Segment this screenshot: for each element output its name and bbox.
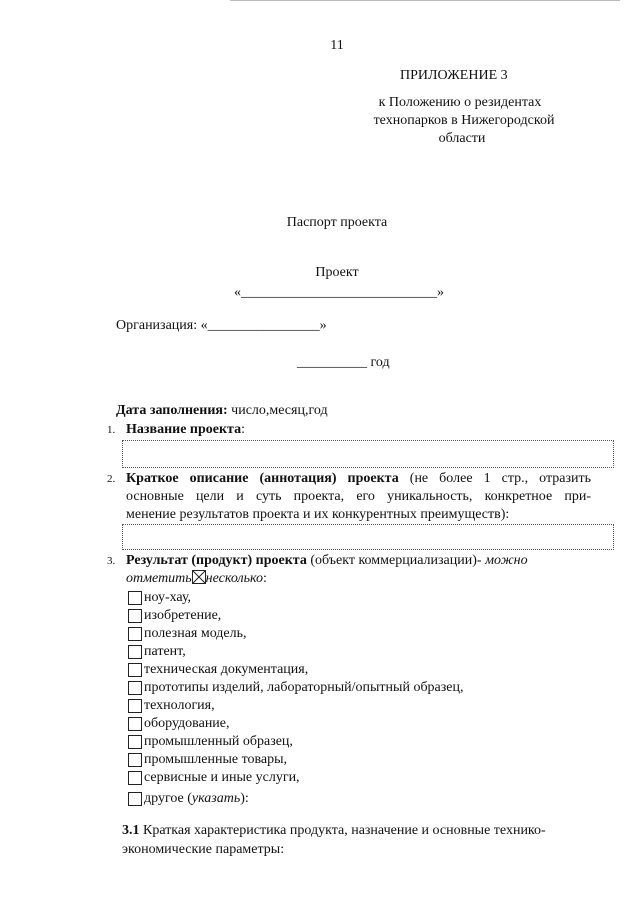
section-2-line3: менение результатов проекта и их конкурентных преимуществ): — [126, 507, 510, 522]
section-2-line2: основные цели и суть проекта, его уникальность, конкретное при- — [126, 489, 591, 504]
other-label: другое ( — [144, 791, 192, 806]
section-3-line2 — [126, 570, 267, 587]
section-2-title: Краткое описание (аннотация) проекта — [126, 471, 399, 486]
section-3-1-line1 — [122, 822, 546, 839]
section-number: 3. — [107, 555, 116, 567]
project-name-input[interactable] — [122, 440, 614, 468]
option-label: изобретение, — [144, 608, 222, 623]
section-3-text: (объект коммерциализации)- — [310, 553, 482, 568]
option-label: полезная модель, — [144, 626, 247, 641]
option-label: ноу-хау, — [144, 590, 192, 605]
fill-date-value: число,месяц,год — [231, 403, 328, 418]
checkbox-icon[interactable] — [128, 645, 142, 659]
checkbox-icon[interactable] — [128, 753, 142, 767]
section-3-1-text: Краткая характеристика продукта, назначение и основные технико- — [143, 823, 546, 838]
checkbox-icon[interactable] — [128, 717, 142, 731]
checkbox-icon[interactable] — [128, 627, 142, 641]
option-label: сервисные и иные услуги, — [144, 770, 300, 785]
checkbox-icon[interactable] — [128, 663, 142, 677]
doc-title: Паспорт проекта — [286, 215, 388, 230]
other-end: ): — [240, 791, 249, 806]
colon: : — [263, 571, 267, 586]
section-2-line1 — [107, 470, 591, 488]
colon: : — [241, 422, 245, 437]
section-3-italic: отметить — [126, 571, 192, 586]
option-label: технология, — [144, 698, 215, 713]
section-3-1-number: 3.1 — [122, 823, 140, 838]
checked-box-icon — [192, 570, 206, 584]
section-3-line1 — [107, 552, 528, 570]
other-italic: указать — [191, 791, 241, 806]
option-label: промышленный образец, — [144, 734, 293, 749]
appendix-title: ПРИЛОЖЕНИЕ 3 — [400, 68, 508, 83]
year-field[interactable]: __________ год — [297, 355, 390, 370]
checkbox-icon[interactable] — [128, 735, 142, 749]
option-label: техническая документация, — [144, 662, 309, 677]
checkbox-icon[interactable] — [128, 792, 142, 806]
section-number: 1. — [107, 424, 116, 436]
section-3-1-line2: экономические параметры: — [122, 842, 285, 857]
section-2-text: (не более 1 стр., отразить — [409, 471, 591, 486]
option-label — [144, 790, 249, 807]
section-3-title: Результат (продукт) проекта — [126, 553, 307, 568]
project-label: Проект — [315, 265, 359, 280]
project-name-field[interactable]: «____________________________» — [234, 285, 444, 300]
option-label: промышленные товары, — [144, 752, 288, 767]
organization-field[interactable]: Организация: «________________» — [116, 318, 327, 333]
checkbox-icon[interactable] — [128, 681, 142, 695]
option-label: патент, — [144, 644, 186, 659]
appendix-line: технопарков в Нижегородской — [373, 113, 555, 128]
checkbox-icon[interactable] — [128, 771, 142, 785]
appendix-line: к Положению о резидентах — [378, 95, 542, 110]
checkbox-icon[interactable] — [128, 699, 142, 713]
page-number: 11 — [330, 38, 344, 53]
section-3-italic: несколько — [205, 571, 264, 586]
annotation-input[interactable] — [122, 524, 614, 550]
option-label: оборудование, — [144, 716, 230, 731]
fill-date-label: Дата заполнения: — [116, 403, 228, 418]
section-3-italic: можно — [485, 553, 528, 568]
appendix-line: области — [438, 131, 486, 146]
option-label: прототипы изделий, лабораторный/опытный образец, — [144, 680, 464, 695]
section-number: 2. — [107, 473, 116, 485]
fill-date — [116, 402, 328, 419]
checkbox-icon[interactable] — [128, 609, 142, 623]
section-1-title-text: Название проекта — [126, 422, 242, 437]
section-1-title — [107, 421, 245, 439]
checkbox-icon[interactable] — [128, 591, 142, 605]
scan-edge-line — [230, 0, 620, 1]
